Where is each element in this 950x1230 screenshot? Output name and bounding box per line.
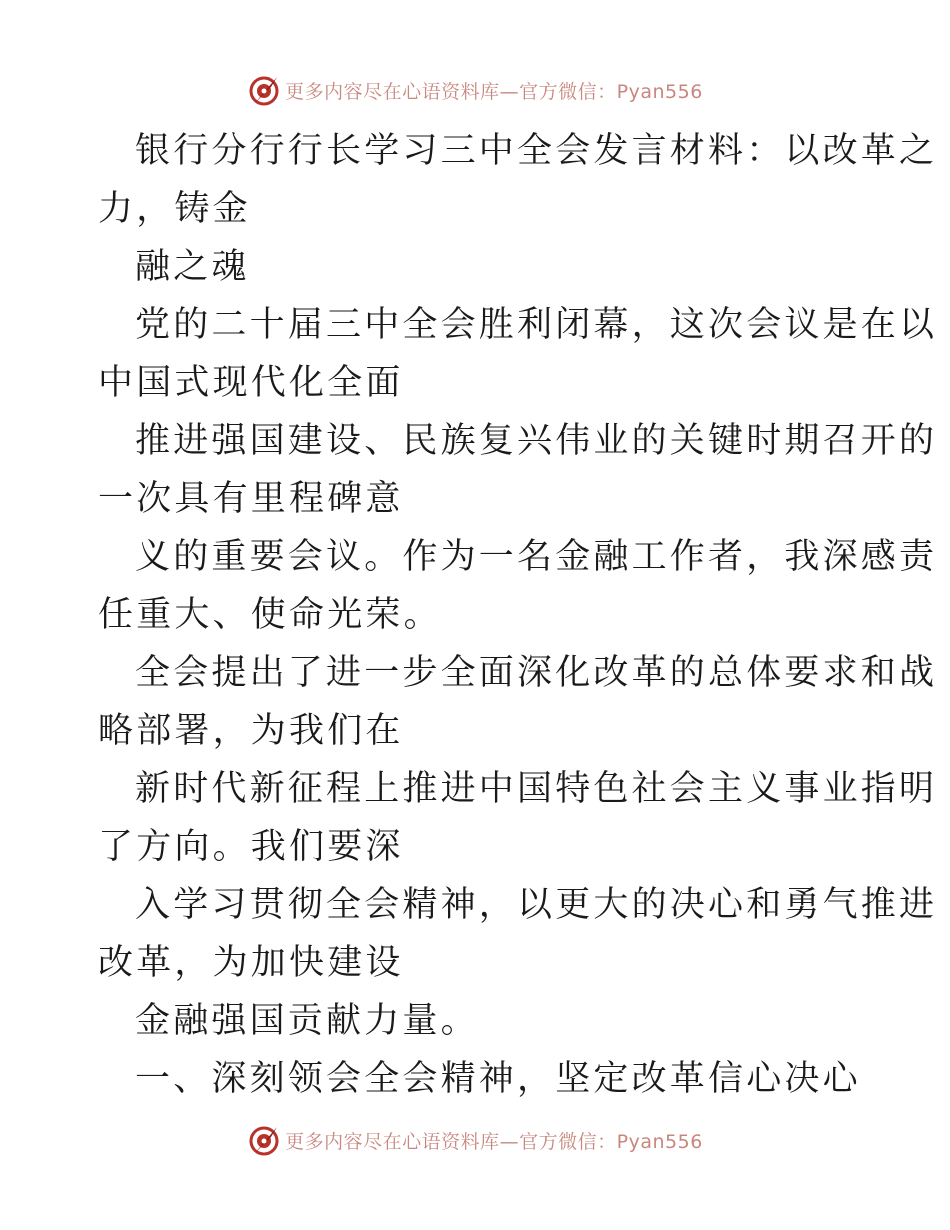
text-line: 改革，为加快建设 <box>98 943 404 983</box>
text-line: 中国式现代化全面 <box>98 363 404 403</box>
text-line: 银行分行行长学习三中全会发言材料：以改革之 <box>135 131 938 171</box>
text-line: 金融强国贡献力量。 <box>135 1001 479 1041</box>
text-line: 任重大、使命光荣。 <box>98 595 442 635</box>
text-line: 力，铸金 <box>98 189 251 229</box>
text-line: 一、深刻领会全会精神，坚定改革信心决心 <box>135 1059 861 1099</box>
text-line: 入学习贯彻全会精神，以更大的决心和勇气推进 <box>135 885 938 925</box>
quill-pen-logo-icon <box>247 1123 281 1157</box>
text-line: 义的重要会议。作为一名金融工作者，我深感责 <box>135 537 938 577</box>
text-line: 推进强国建设、民族复兴伟业的关键时期召开的 <box>135 421 938 461</box>
text-line: 党的二十届三中全会胜利闭幕，这次会议是在以 <box>135 305 938 345</box>
watermark-text: 更多内容尽在心语资料库—官方微信：Pyan556 <box>285 1130 703 1153</box>
watermark-footer <box>0 1120 950 1160</box>
text-line: 全会提出了进一步全面深化改革的总体要求和战 <box>135 653 938 693</box>
watermark-text: 更多内容尽在心语资料库—官方微信：Pyan556 <box>285 80 703 103</box>
watermark-header <box>0 70 950 110</box>
text-line: 略部署，为我们在 <box>98 711 404 751</box>
quill-pen-logo-icon <box>247 73 281 107</box>
text-line: 一次具有里程碑意 <box>98 479 404 519</box>
text-line: 新时代新征程上推进中国特色社会主义事业指明 <box>135 769 938 809</box>
document-body <box>98 122 938 1108</box>
text-line: 融之魂 <box>135 247 250 287</box>
text-line: 了方向。我们要深 <box>98 827 404 867</box>
